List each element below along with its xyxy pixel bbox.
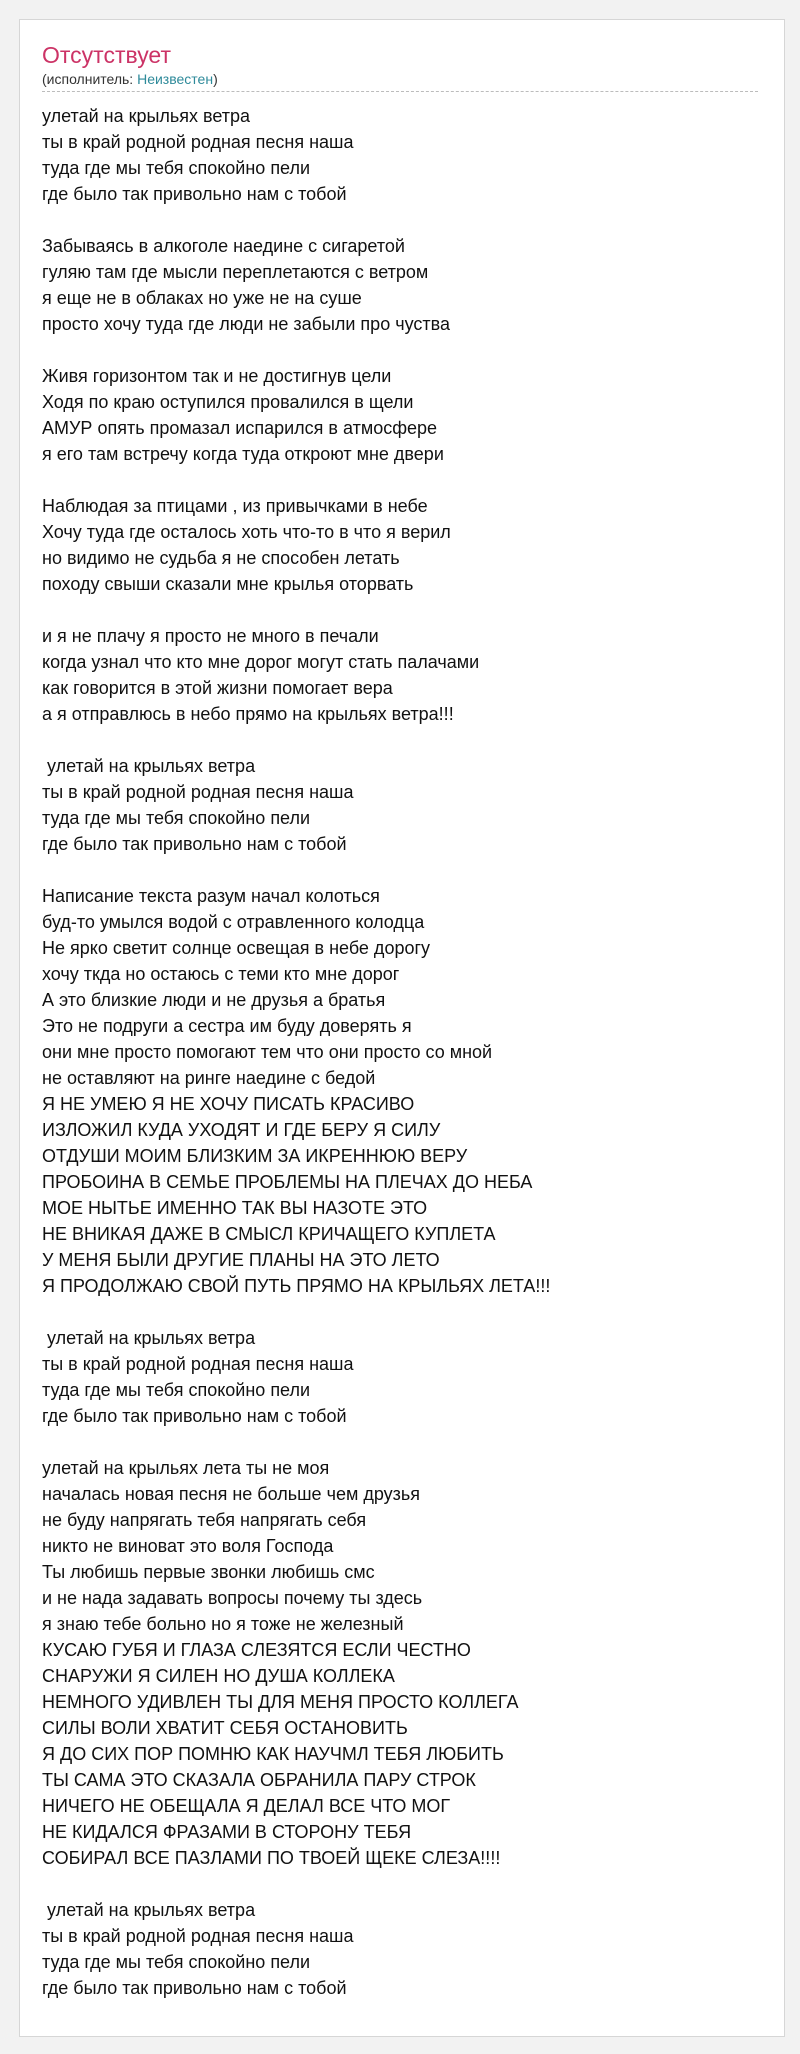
- lyric-line: НЕ ВНИКАЯ ДАЖЕ В СМЫСЛ КРИЧАЩЕГО КУПЛЕТА: [42, 1224, 496, 1244]
- lyric-line: где было так привольно нам с тобой: [42, 1406, 347, 1426]
- artist-line: [42, 70, 758, 88]
- song-title: Отсутствует: [42, 42, 171, 68]
- lyric-line: я знаю тебе больно но я тоже не железный: [42, 1614, 404, 1634]
- lyric-line: [42, 337, 762, 363]
- lyric-line: но видимо не судьба я не способен летать: [42, 548, 400, 568]
- lyric-line: туда где мы тебя спокойно пели: [42, 1380, 311, 1400]
- lyric-line: Забываясь в алкоголе наедине с сигаретой: [42, 236, 405, 256]
- lyric-line: АМУР опять промазал испарился в атмосфере: [42, 418, 438, 438]
- lyric-line: ОТДУШИ МОИМ БЛИЗКИМ ЗА ИКРЕННЮЮ ВЕРУ: [42, 1146, 468, 1166]
- lyric-line: Я ДО СИХ ПОР ПОМНЮ КАК НАУЧМЛ ТЕБЯ ЛЮБИТЬ: [42, 1744, 504, 1764]
- lyric-line: туда где мы тебя спокойно пели: [42, 808, 311, 828]
- artist-prefix: (исполнитель:: [42, 71, 138, 87]
- lyric-line: [42, 1299, 762, 1325]
- lyric-line: [42, 727, 762, 753]
- lyric-line: буд-то умылся водой с отравленного колодца: [42, 912, 425, 932]
- lyric-line: [42, 597, 762, 623]
- lyrics-text: [42, 103, 762, 2001]
- lyric-line: Это не подруги а сестра им буду доверять я: [42, 1016, 412, 1036]
- lyric-line: где было так привольно нам с тобой: [42, 1978, 347, 1998]
- lyric-line: ты в край родной родная песня наша: [42, 132, 354, 152]
- lyric-line: я еще не в облаках но уже не на суше: [42, 288, 362, 308]
- lyric-line: ты в край родной родная песня наша: [42, 1354, 354, 1374]
- lyric-line: туда где мы тебя спокойно пели: [42, 158, 311, 178]
- lyric-line: У МЕНЯ БЫЛИ ДРУГИЕ ПЛАНЫ НА ЭТО ЛЕТО: [42, 1250, 440, 1270]
- lyric-line: НЕ КИДАЛСЯ ФРАЗАМИ В СТОРОНУ ТЕБЯ: [42, 1822, 412, 1842]
- lyric-line: КУСАЮ ГУБЯ И ГЛАЗА СЛЕЗЯТСЯ ЕСЛИ ЧЕСТНО: [42, 1640, 471, 1660]
- lyric-line: где было так привольно нам с тобой: [42, 184, 347, 204]
- lyric-line: Написание текста разум начал колоться: [42, 886, 380, 906]
- lyric-line: [42, 1429, 762, 1455]
- lyric-line: Не ярко светит солнце освещая в небе дорогу: [42, 938, 431, 958]
- lyric-line: и не нада задавать вопросы почему ты здесь: [42, 1588, 423, 1608]
- lyric-line: улетай на крыльях ветра: [42, 756, 256, 776]
- lyric-line: не оставляют на ринге наедине с бедой: [42, 1068, 376, 1088]
- lyric-line: [42, 467, 762, 493]
- lyric-line: улетай на крыльях ветра: [42, 1900, 256, 1920]
- lyric-line: ты в край родной родная песня наша: [42, 782, 354, 802]
- lyric-line: Наблюдая за птицами , из привычками в небе: [42, 496, 428, 516]
- lyric-line: [42, 1871, 762, 1897]
- lyric-line: Я ПРОДОЛЖАЮ СВОЙ ПУТЬ ПРЯМО НА КРЫЛЬЯХ ЛЕТА!!!: [42, 1276, 551, 1296]
- lyric-line: СИЛЫ ВОЛИ ХВАТИТ СЕБЯ ОСТАНОВИТЬ: [42, 1718, 408, 1738]
- lyric-line: МОЕ НЫТЬЕ ИМЕННО ТАК ВЫ НАЗОТЕ ЭТО: [42, 1198, 428, 1218]
- lyric-line: туда где мы тебя спокойно пели: [42, 1952, 311, 1972]
- artist-link[interactable]: Неизвестен: [137, 71, 214, 87]
- lyric-line: хочу ткда но остаюсь с теми кто мне дорог: [42, 964, 400, 984]
- lyric-line: и я не плачу я просто не много в печали: [42, 626, 379, 646]
- lyric-line: они мне просто помогают тем что они просто со мной: [42, 1042, 493, 1062]
- lyric-line: началась новая песня не больше чем друзья: [42, 1484, 421, 1504]
- lyric-line: ты в край родной родная песня наша: [42, 1926, 354, 1946]
- lyric-line: улетай на крыльях ветра: [42, 106, 251, 126]
- lyric-line: ПРОБОИНА В СЕМЬЕ ПРОБЛЕМЫ НА ПЛЕЧАХ ДО НЕБА: [42, 1172, 533, 1192]
- lyric-line: Хочу туда где осталось хоть что-то в что я верил: [42, 522, 451, 542]
- lyric-line: Я НЕ УМЕЮ Я НЕ ХОЧУ ПИСАТЬ КРАСИВО: [42, 1094, 415, 1114]
- lyric-line: СОБИРАЛ ВСЕ ПАЗЛАМИ ПО ТВОЕЙ ЩЕКЕ СЛЕЗА!!!!: [42, 1848, 501, 1868]
- lyric-line: СНАРУЖИ Я СИЛЕН НО ДУША КОЛЛЕКА: [42, 1666, 395, 1686]
- lyric-line: А это близкие люди и не друзья а братья: [42, 990, 386, 1010]
- song-header: [42, 40, 758, 88]
- lyric-line: где было так привольно нам с тобой: [42, 834, 347, 854]
- lyric-line: не буду напрягать тебя напрягать себя: [42, 1510, 367, 1530]
- lyric-line: улетай на крыльях лета ты не моя: [42, 1458, 330, 1478]
- lyric-line: как говорится в этой жизни помогает вера: [42, 678, 393, 698]
- lyric-line: никто не виноват это воля Господа: [42, 1536, 334, 1556]
- header-divider: [42, 91, 758, 92]
- lyric-line: я его там встречу когда туда откроют мне двери: [42, 444, 444, 464]
- lyric-line: [42, 857, 762, 883]
- lyric-line: [42, 207, 762, 233]
- lyric-line: ИЗЛОЖИЛ КУДА УХОДЯТ И ГДЕ БЕРУ Я СИЛУ: [42, 1120, 441, 1140]
- lyric-line: просто хочу туда где люди не забыли про чуства: [42, 314, 450, 334]
- lyric-line: Ходя по краю оступился провалился в щели: [42, 392, 414, 412]
- lyric-line: НИЧЕГО НЕ ОБЕЩАЛА Я ДЕЛАЛ ВСЕ ЧТО МОГ: [42, 1796, 451, 1816]
- lyric-line: гуляю там где мысли переплетаются с ветром: [42, 262, 429, 282]
- lyric-line: а я отправлюсь в небо прямо на крыльях ветра!!!: [42, 704, 454, 724]
- lyric-line: Ты любишь первые звонки любишь смс: [42, 1562, 375, 1582]
- lyric-line: Живя горизонтом так и не достигнув цели: [42, 366, 392, 386]
- lyric-line: НЕМНОГО УДИВЛЕН ТЫ ДЛЯ МЕНЯ ПРОСТО КОЛЛЕГА: [42, 1692, 519, 1712]
- lyric-line: улетай на крыльях ветра: [42, 1328, 256, 1348]
- artist-suffix: ): [213, 71, 218, 87]
- lyric-line: когда узнал что кто мне дорог могут стать палачами: [42, 652, 480, 672]
- lyric-line: походу свыши сказали мне крылья оторвать: [42, 574, 414, 594]
- lyric-line: ТЫ САМА ЭТО СКАЗАЛА ОБРАНИЛА ПАРУ СТРОК: [42, 1770, 476, 1790]
- lyrics-page: [19, 19, 785, 2037]
